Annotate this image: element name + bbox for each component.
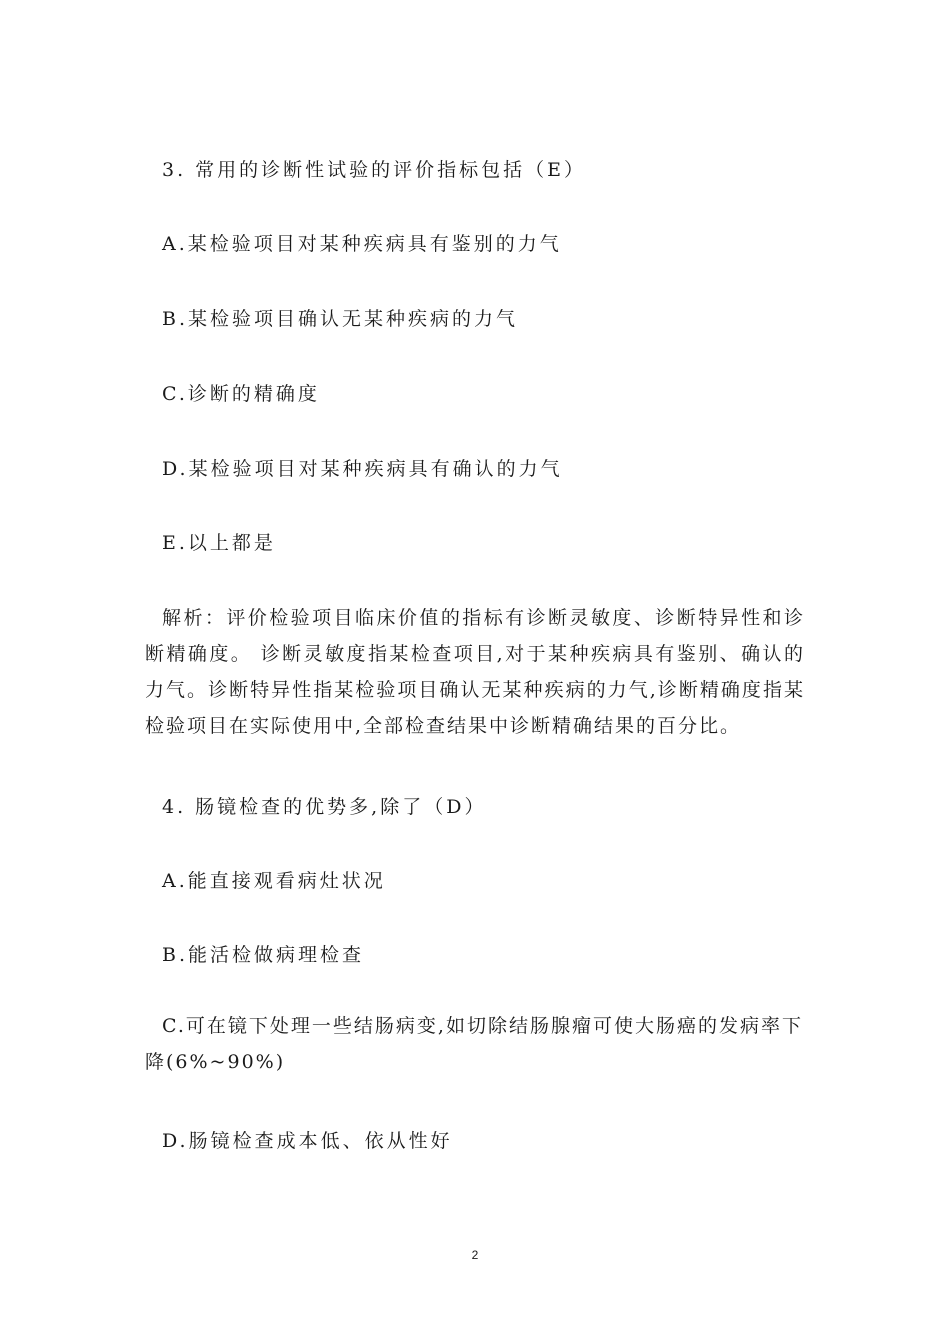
- question-4-option-c: C.可在镜下处理一些结肠病变,如切除结肠腺瘤可使大肠癌的发病率下降(6%~90%): [145, 1015, 803, 1073]
- question-3-option-d: D.某检验项目对某种疾病具有确认的力气: [162, 458, 563, 480]
- question-3-option-c: C.诊断的精确度: [162, 383, 320, 405]
- question-4-option-d: D.肠镜检查成本低、依从性好: [162, 1130, 453, 1152]
- question-3-stem: 3. 常用的诊断性试验的评价指标包括（E）: [162, 159, 587, 181]
- question-3-option-e: E.以上都是: [162, 532, 276, 554]
- question-4-option-b: B.能活检做病理检查: [162, 944, 365, 966]
- question-3-option-a: A.某检验项目对某种疾病具有鉴别的力气: [162, 233, 562, 255]
- question-3-option-b: B.某检验项目确认无某种疾病的力气: [162, 308, 519, 330]
- question-4-option-a: A.能直接观看病灶状况: [162, 870, 386, 892]
- question-3-analysis: 解析：评价检验项目临床价值的指标有诊断灵敏度、诊断特异性和诊断精确度。 诊断灵敏度指某检查项目,对于某种疾病具有鉴别、确认的力气。诊断特异性指某检验项目确认无某种疾病的力气,诊断精确度指某检验项目在实际使用中,全部检查结果中诊断精确结果的百分比。: [145, 607, 805, 737]
- page-number: 2: [471, 1248, 479, 1262]
- question-4-stem: 4. 肠镜检查的优势多,除了（D）: [162, 796, 487, 818]
